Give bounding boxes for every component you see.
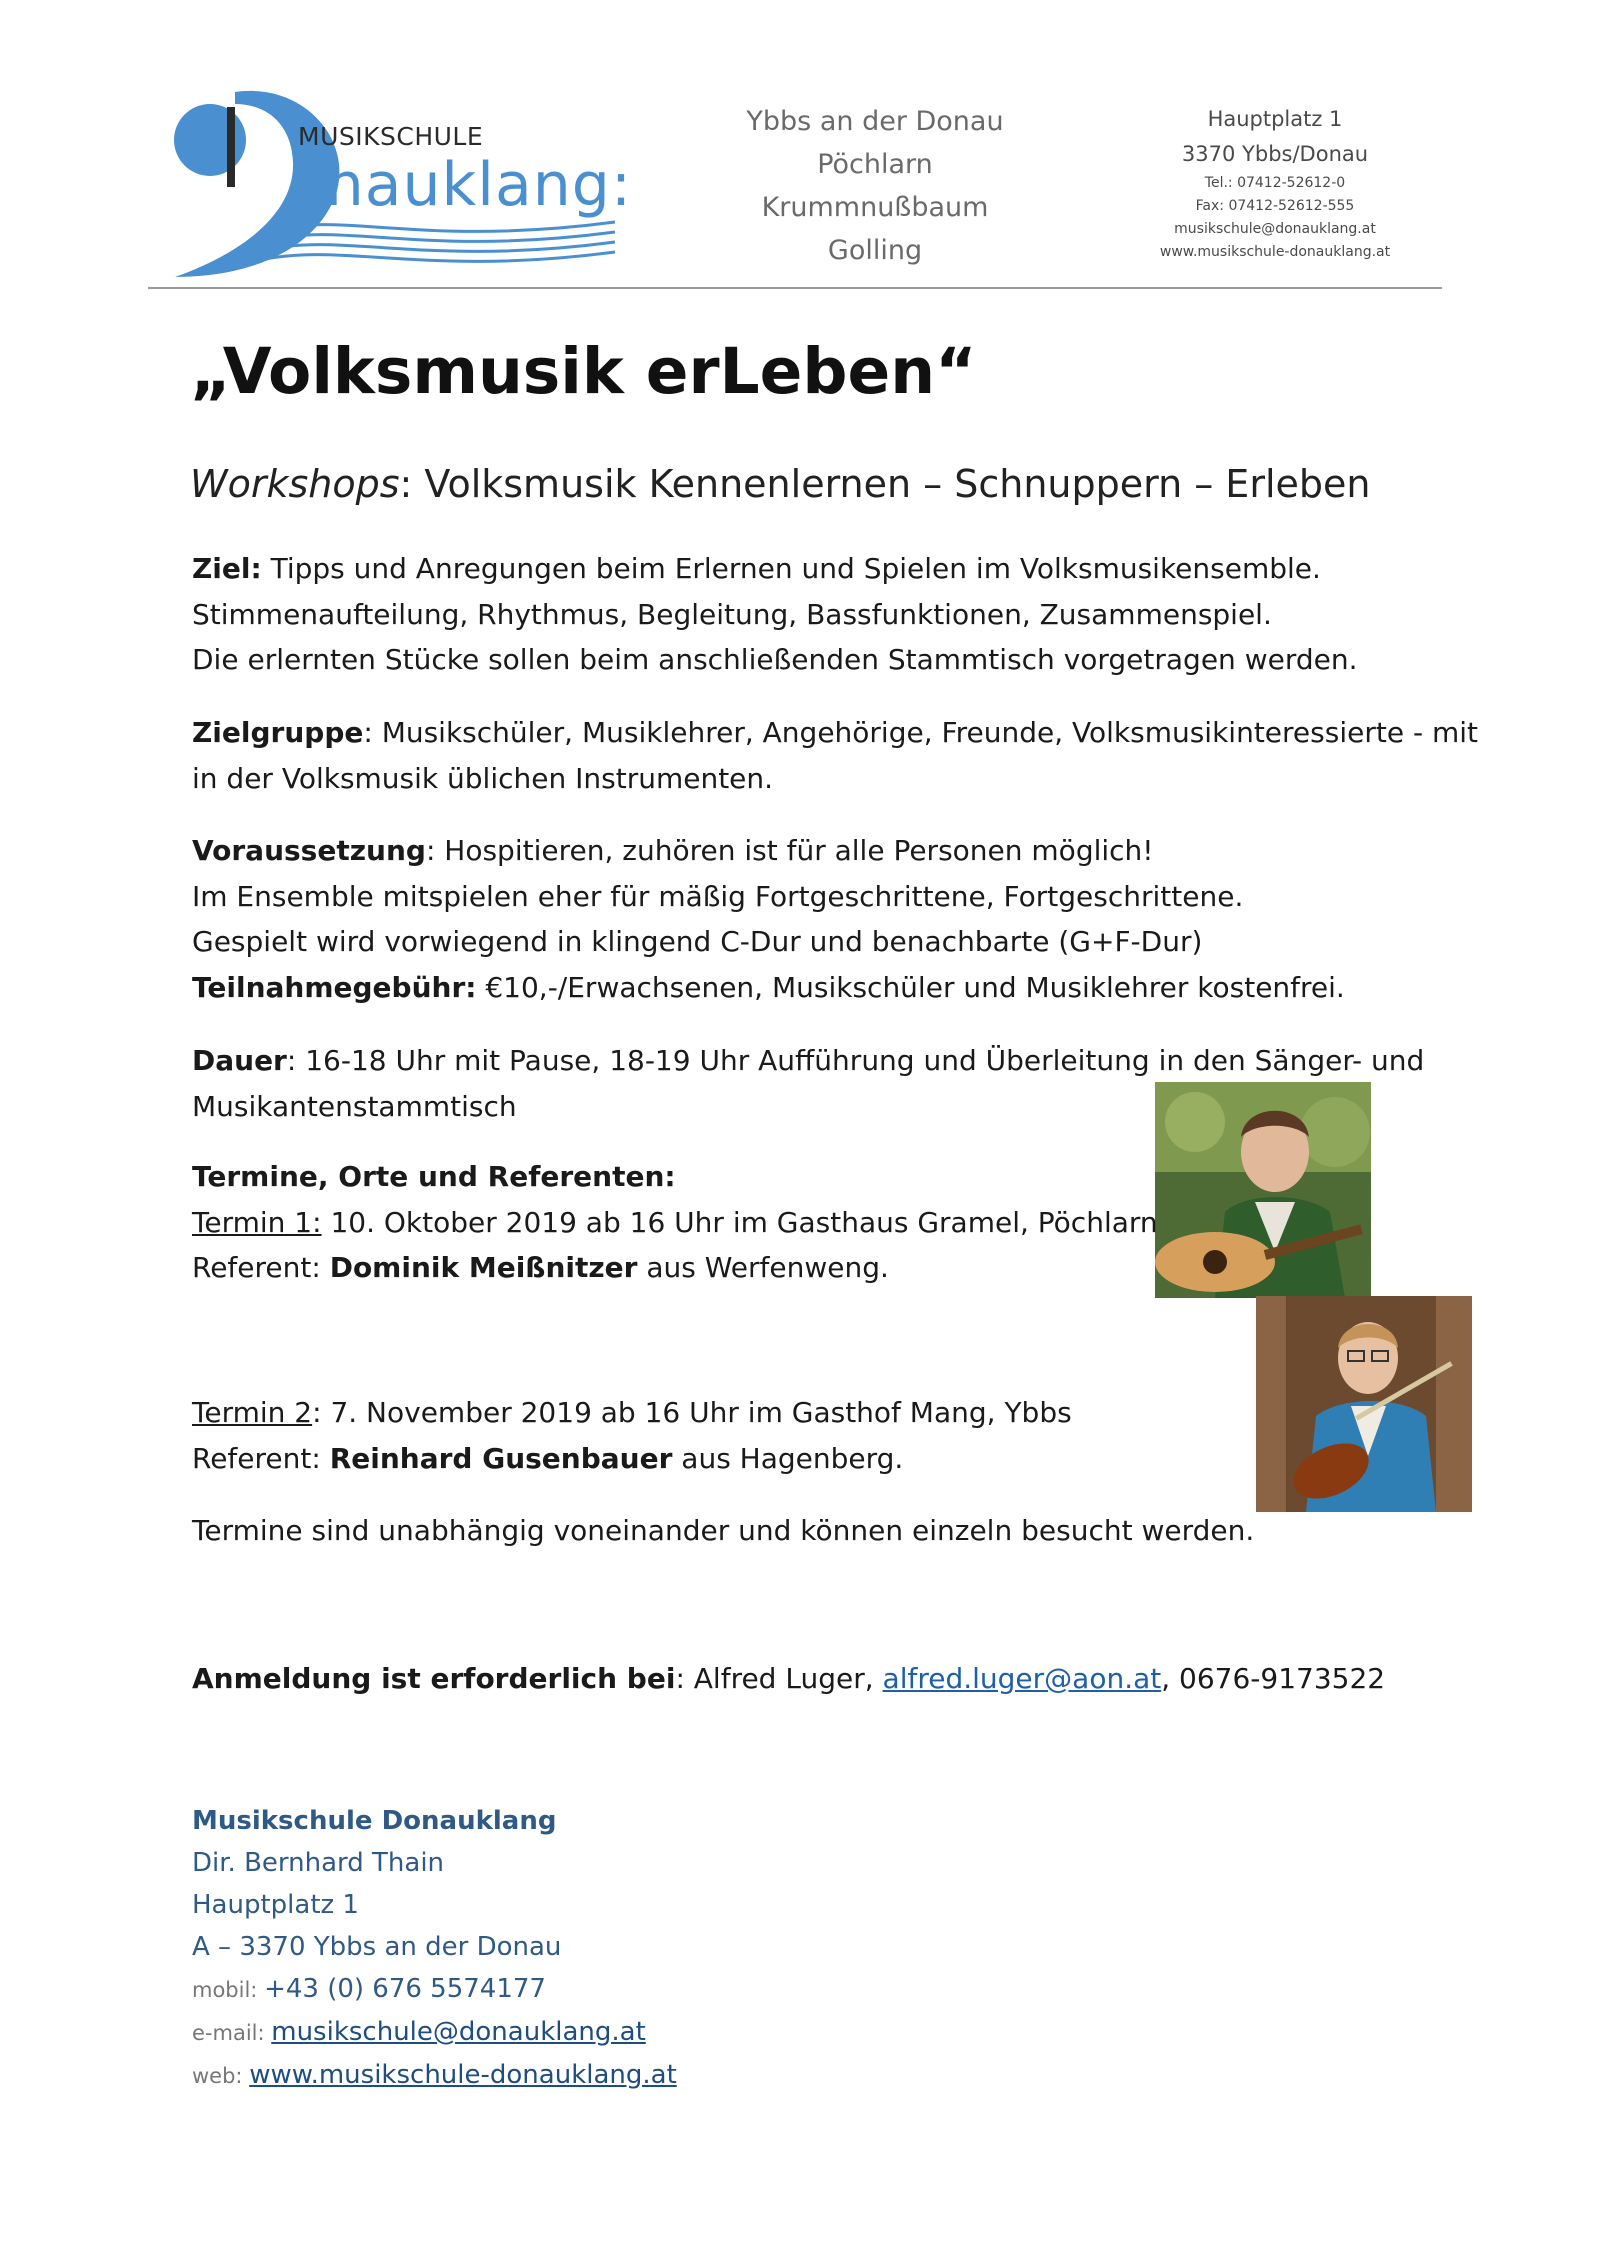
referent-prefix: Referent: bbox=[192, 1441, 330, 1475]
fee-text: €10,-/Erwachsenen, Musikschüler und Musiklehrer kostenfrei. bbox=[476, 970, 1345, 1004]
anmeldung-phone: , 0676-9173522 bbox=[1161, 1662, 1386, 1695]
termin-2-text: : 7. November 2019 ab 16 Uhr im Gasthof Mang, Ybbs bbox=[312, 1396, 1072, 1429]
subtitle-rest: : Volksmusik Kennenlernen – Schnuppern – Erleben bbox=[399, 462, 1371, 506]
town-item: Pöchlarn bbox=[817, 149, 933, 180]
zielgruppe-text: : Musikschüler, Musiklehrer, Angehörige, Freunde, Volksmusikinteressierte - mit bbox=[363, 716, 1478, 749]
town-item: Ybbs an der Donau bbox=[746, 106, 1004, 137]
footer-email-label: e-mail: bbox=[192, 2021, 272, 2045]
zielgruppe-text: in der Volksmusik üblichen Instrumenten. bbox=[192, 761, 774, 795]
footer-school-name: Musikschule Donauklang bbox=[192, 1806, 557, 1836]
ziel-text: Tipps und Anregungen beim Erlernen und Spielen im Volksmusikensemble. bbox=[261, 552, 1321, 585]
fax-number: Fax: 07412-52612-555 bbox=[1195, 198, 1355, 214]
referent-1-suffix: aus Werfenweng. bbox=[637, 1251, 889, 1284]
page-title: „Volksmusik erLeben“ bbox=[190, 335, 977, 408]
referent-prefix: Referent: bbox=[192, 1251, 330, 1284]
address-street: Hauptplatz 1 bbox=[1207, 107, 1343, 131]
section-voraussetzung bbox=[192, 828, 1432, 1010]
anmeldung-label: Anmeldung ist erforderlich bei bbox=[192, 1662, 676, 1695]
termine-heading: Termine, Orte und Referenten: bbox=[192, 1160, 676, 1193]
ziel-text: Stimmenaufteilung, Rhythmus, Begleitung, Bassfunktionen, Zusammenspiel. bbox=[192, 597, 1272, 631]
footer-director: Dir. Bernhard Thain bbox=[192, 1848, 445, 1878]
contact-web: www.musikschule-donauklang.at bbox=[1159, 244, 1391, 260]
subtitle-lead: Workshops bbox=[190, 462, 400, 506]
page-subtitle bbox=[190, 462, 1370, 506]
header-divider bbox=[148, 287, 1442, 289]
contact-email: musikschule@donauklang.at bbox=[1174, 221, 1376, 237]
contact-block bbox=[1120, 102, 1430, 264]
voraussetzung-text: Gespielt wird vorwiegend in klingend C-Dur und benachbarte (G+F-Dur) bbox=[192, 925, 1203, 958]
footer-signature bbox=[192, 1800, 677, 2097]
fee-label: Teilnahmegebühr: bbox=[192, 970, 477, 1004]
zielgruppe-label: Zielgruppe bbox=[192, 716, 364, 749]
phone-number: Tel.: 07412-52612-0 bbox=[1204, 175, 1346, 191]
termin-1-label: Termin 1: bbox=[192, 1205, 322, 1239]
section-ziel bbox=[192, 546, 1432, 683]
voraussetzung-text: : Hospitieren, zuhören ist für alle Personen möglich! bbox=[425, 834, 1154, 867]
ziel-label: Ziel: bbox=[192, 552, 262, 585]
voraussetzung-label: Voraussetzung bbox=[192, 834, 426, 867]
anmeldung-email-link[interactable]: alfred.luger@aon.at bbox=[882, 1662, 1162, 1695]
dauer-text: Musikantenstammtisch bbox=[192, 1089, 517, 1123]
towns-list bbox=[720, 100, 1030, 272]
footer-email-link[interactable]: musikschule@donauklang.at bbox=[271, 2017, 646, 2047]
footer-web-label: web: bbox=[192, 2064, 250, 2088]
logo-title: MUSIKSCHULE bbox=[298, 122, 484, 151]
footer-street: Hauptplatz 1 bbox=[192, 1890, 359, 1920]
address-city: 3370 Ybbs/Donau bbox=[1181, 142, 1369, 166]
voraussetzung-text: Im Ensemble mitspielen eher für mäßig Fortgeschrittene, Fortgeschrittene. bbox=[192, 879, 1244, 913]
termine-note: Termine sind unabhängig voneinander und können einzeln besucht werden. bbox=[192, 1514, 1255, 1547]
referent-2-name: Reinhard Gusenbauer bbox=[329, 1441, 673, 1475]
footer-mobile-label: mobil: bbox=[192, 1978, 265, 2002]
termin-2-label: Termin 2 bbox=[192, 1396, 313, 1429]
section-anmeldung bbox=[192, 1656, 1432, 1702]
ziel-text: Die erlernten Stücke sollen beim anschließenden Stammtisch vorgetragen werden. bbox=[192, 643, 1358, 676]
section-zielgruppe bbox=[192, 710, 1478, 801]
dauer-text: : 16-18 Uhr mit Pause, 18-19 Uhr Aufführung und Überleitung in den Sänger- und bbox=[286, 1044, 1425, 1077]
footer-city: A – 3370 Ybbs an der Donau bbox=[192, 1932, 562, 1962]
termin-1-text: 10. Oktober 2019 ab 16 Uhr im Gasthaus Gramel, Pöchlarn bbox=[321, 1205, 1158, 1239]
town-item: Golling bbox=[827, 235, 923, 266]
footer-mobile: +43 (0) 676 5574177 bbox=[264, 1974, 546, 2004]
section-termine bbox=[192, 1154, 1432, 1291]
dauer-label: Dauer bbox=[192, 1044, 287, 1077]
referent-2-suffix: aus Hagenberg. bbox=[672, 1441, 904, 1475]
anmeldung-prefix: : Alfred Luger, bbox=[675, 1662, 883, 1695]
footer-web-link[interactable]: www.musikschule-donauklang.at bbox=[249, 2060, 677, 2090]
section-termin-2 bbox=[192, 1390, 1432, 1481]
logo-brand: onauklang: bbox=[288, 150, 633, 220]
town-item: Krummnußbaum bbox=[761, 192, 989, 223]
referent-1-name: Dominik Meißnitzer bbox=[329, 1251, 638, 1284]
